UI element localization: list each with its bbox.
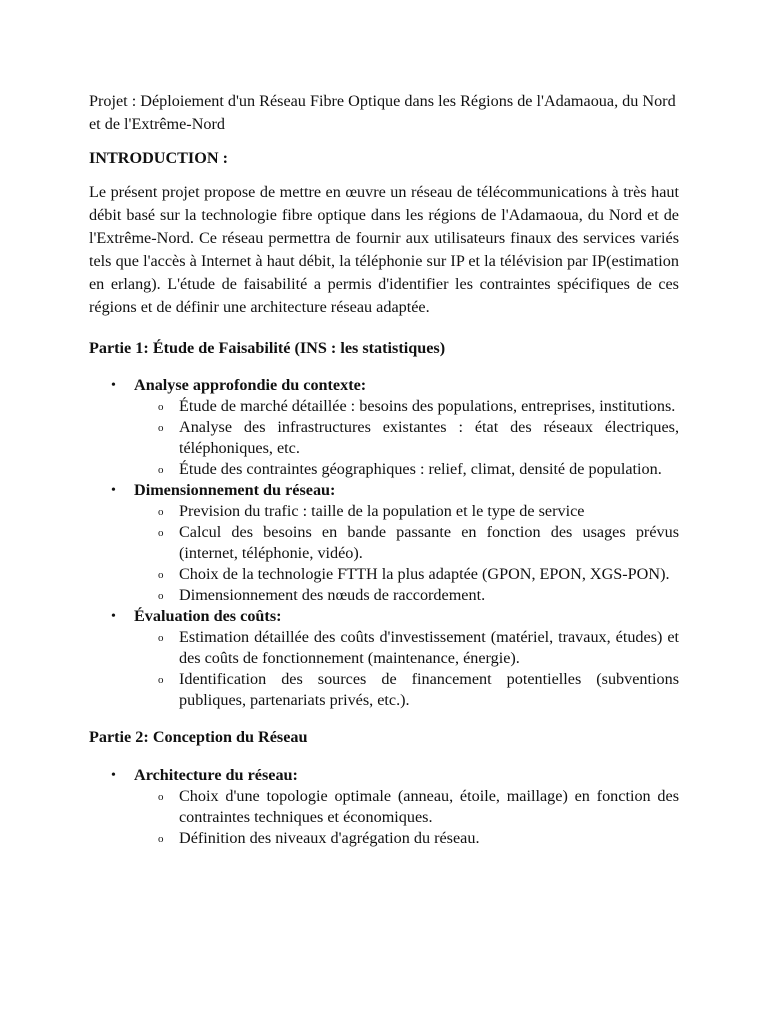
list-item-text: Prevision du trafic : taille de la population et le type de service [179,502,585,520]
list-item-text: Estimation détaillée des coûts d'investissement (matériel, travaux, études) et des coûts de fonctionnement (maintenance, énergie). [179,628,679,667]
list-item-text: Choix de la technologie FTTH la plus adaptée (GPON, EPON, XGS-PON). [179,565,670,583]
section-title: Dimensionnement du réseau: [134,481,336,499]
section-evaluation-couts [89,606,679,711]
list-item [134,828,679,849]
introduction-heading: INTRODUCTION : [89,149,228,167]
list-item [134,417,679,459]
bullet-circle: o [158,590,164,602]
bullet-dot: • [111,768,116,783]
part1-heading: Partie 1: Étude de Faisabilité (INS : les statistiques) [89,339,446,357]
introduction-paragraph: Le présent projet propose de mettre en œuvre un réseau de télécommunications à très haut débit basé sur la technologie fibre optique dans les régions de l'Adamaoua, du Nord et de l'Extrême-Nord. Ce réseau permettra de fournir aux utilisateurs finaux des services variés tels que l'accès à Internet à haut débit, la téléphonie sur IP et la télévision par IP(estimation en erlang). L'étude de faisabilité a permis d'identifier les contraintes spécifiques de ces régions et de définir une architecture réseau adaptée. [89,183,679,316]
bullet-circle: o [158,422,164,434]
section-dimensionnement [89,480,679,606]
document-content [89,90,679,849]
list-item [134,501,679,522]
part1-list [89,375,679,711]
bullet-circle: o [158,506,164,518]
list-item-text: Définition des niveaux d'agrégation du réseau. [179,829,480,847]
sub-list [134,501,679,606]
bullet-circle: o [158,527,164,539]
bullet-circle: o [158,791,164,803]
bullet-dot: • [111,483,116,498]
bullet-circle: o [158,464,164,476]
section-title: Architecture du réseau: [134,766,298,784]
bullet-dot: • [111,378,116,393]
section-architecture [89,765,679,849]
sub-list [134,627,679,711]
bullet-circle: o [158,401,164,413]
sub-list [134,396,679,480]
list-item-text: Analyse des infrastructures existantes : état des réseaux électriques, téléphoniques, etc. [179,418,679,457]
list-item [134,585,679,606]
list-item-text: Dimensionnement des nœuds de raccordement. [179,586,486,604]
list-item-text: Calcul des besoins en bande passante en fonction des usages prévus (internet, téléphonie, vidéo). [179,523,679,562]
bullet-circle: o [158,569,164,581]
list-item-text: Identification des sources de financement potentielles (subventions publiques, partenariats privés, etc.). [179,670,679,709]
sub-list [134,786,679,849]
section-analyse-contexte [89,375,679,480]
part2-heading: Partie 2: Conception du Réseau [89,728,308,746]
bullet-circle: o [158,674,164,686]
list-item-text: Choix d'une topologie optimale (anneau, étoile, maillage) en fonction des contraintes techniques et économiques. [179,787,679,826]
list-item [134,459,679,480]
project-title: Projet : Déploiement d'un Réseau Fibre Optique dans les Régions de l'Adamaoua, du Nord et de l'Extrême-Nord [89,92,676,133]
section-title: Analyse approfondie du contexte: [134,376,367,394]
section-title: Évaluation des coûts: [134,607,282,625]
list-item [134,522,679,564]
list-item [134,564,679,585]
list-item [134,396,679,417]
part2-list [89,765,679,849]
list-item [134,627,679,669]
bullet-circle: o [158,833,164,845]
list-item-text: Étude de marché détaillée : besoins des populations, entreprises, institutions. [179,397,676,415]
bullet-dot: • [111,609,116,624]
list-item-text: Étude des contraintes géographiques : relief, climat, densité de population. [179,460,662,478]
bullet-circle: o [158,632,164,644]
list-item [134,786,679,828]
list-item [134,669,679,711]
